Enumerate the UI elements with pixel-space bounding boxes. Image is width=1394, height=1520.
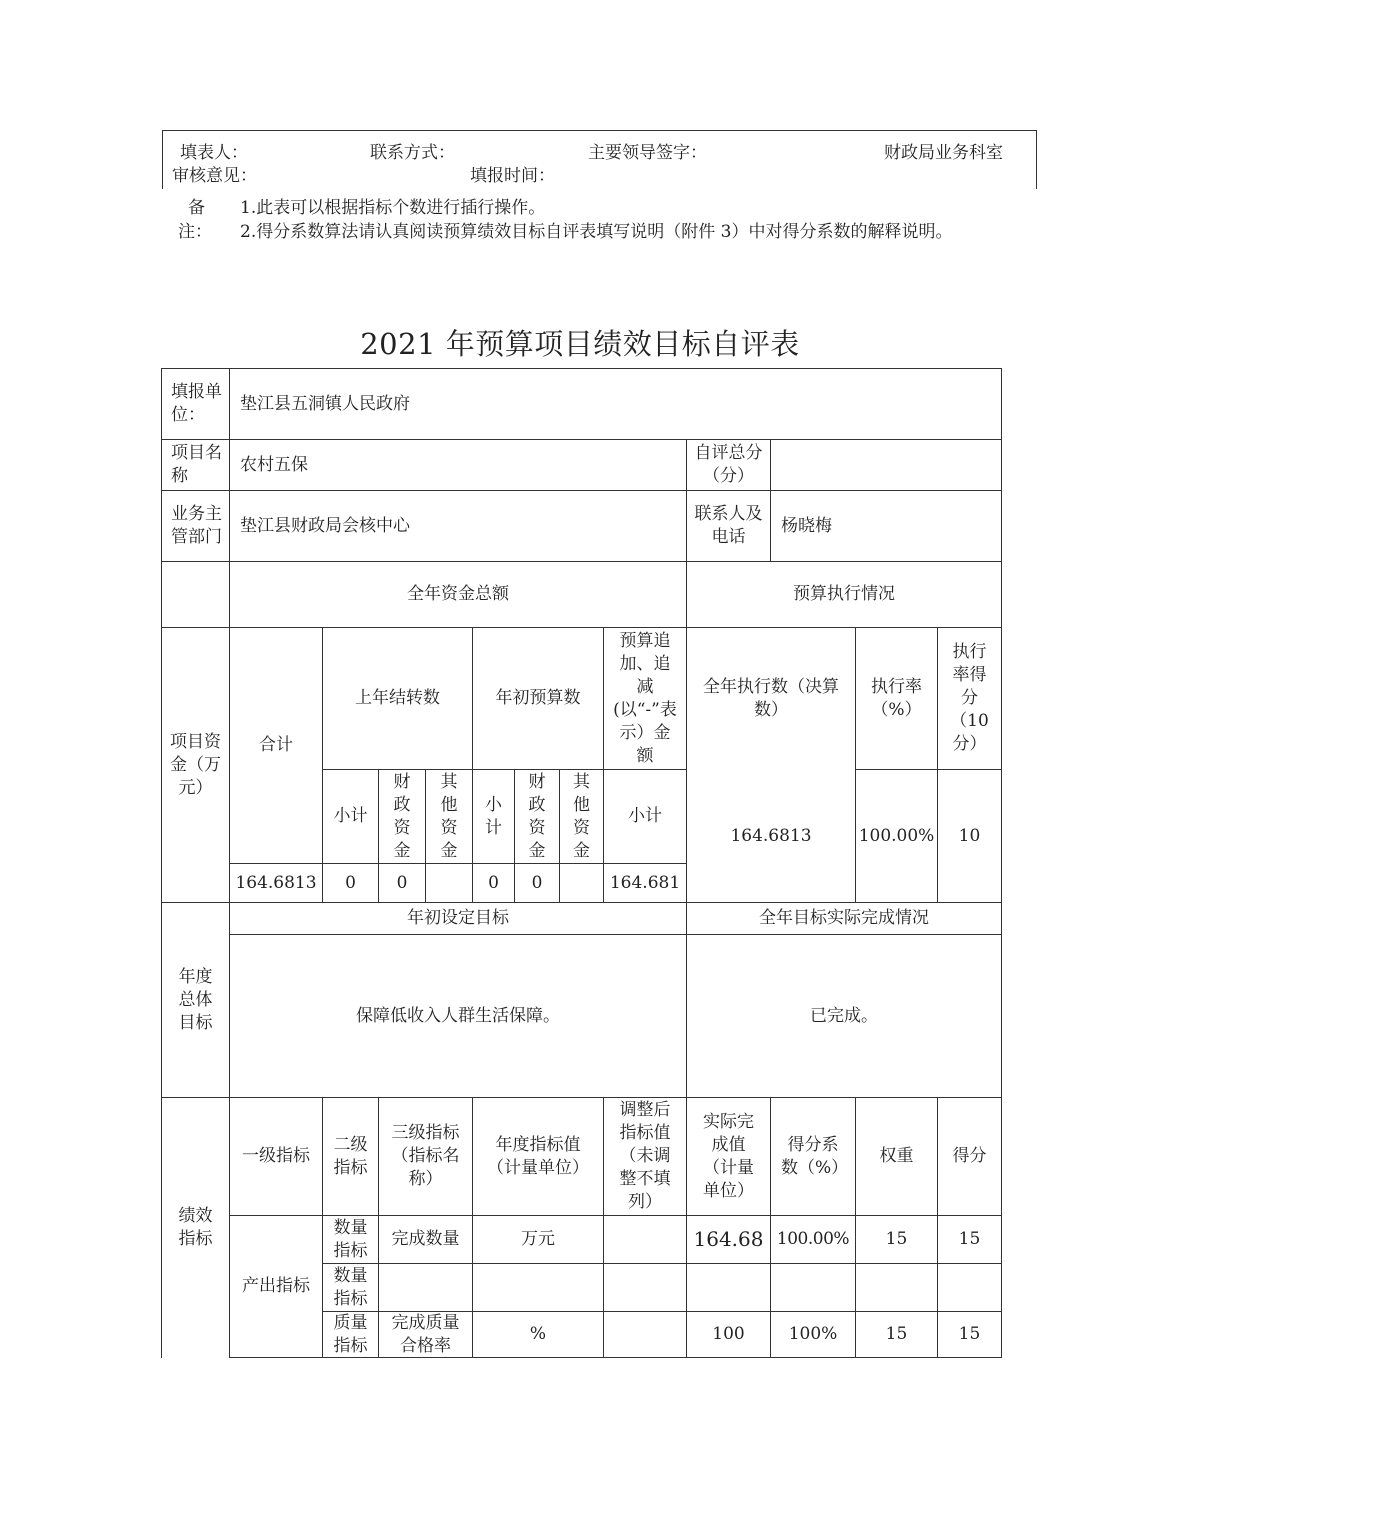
review-label: 审核意见： [172,166,257,186]
project-funds-label: 项目资金（万元） [170,731,221,798]
notes-label-1: 备 [188,198,205,218]
filler-label: 填表人： [180,143,248,163]
coef-header: 得分系数（%） [781,1134,849,1178]
init-subtotal-header: 小计 [485,794,502,838]
carry-subtotal-value: 0 [345,872,356,893]
score-total-label: 自评总分（分） [694,443,763,486]
indicator-row-3-actual: 100 [712,1324,745,1344]
adjust-subtotal-value: 164.681 [609,872,681,893]
annual-goal-label: 年度总体目标 [178,966,213,1033]
carry-subtotal-header: 小计 [333,806,368,826]
finance-dept-label: 财政局业务科室 [884,143,1003,163]
fill-time-label: 填报时间： [470,166,555,186]
indicator-row-2-level2: 数量指标 [333,1265,368,1309]
init-fiscal-header: 财政资金 [528,771,546,861]
level3-header: 三级指标（指标名称） [391,1123,460,1189]
indicator-row-1-annual: 万元 [521,1229,555,1249]
adjust-subtotal-header: 小计 [628,806,662,826]
page-title: 2021 年预算项目绩效目标自评表 [360,327,800,361]
contact-label: 联系方式： [370,143,455,163]
indicator-row-2-coef [771,1264,855,1311]
leader-sign-label: 主要领导签字： [588,143,707,163]
indicator-row-1-score: 15 [958,1229,981,1249]
note-line-1: 1.此表可以根据指标个数进行插行操作。 [240,198,546,218]
indicator-row-3-coef: 100% [788,1324,838,1344]
adjust-header: 预算追加、追减(以“-”表示）金额 [613,630,677,766]
level2-header: 二级指标 [333,1134,368,1178]
exec-rate-value: 100.00% [858,825,935,846]
indicator-row-2-level3 [379,1264,472,1311]
dept-value: 垫江县财政局会核中心 [240,515,410,536]
weight-header: 权重 [879,1146,914,1166]
init-fiscal-value: 0 [531,872,543,893]
unit-label: 填报单位： [171,382,222,425]
init-subtotal-value: 0 [488,872,499,893]
indicator-row-2-adjusted [604,1264,686,1311]
adjusted-header: 调整后指标值（未调整不填列） [619,1100,671,1212]
note-line-2: 2.得分系数算法请认真阅读预算绩效目标自评表填写说明（附件 3）中对得分系数的解释说明。 [240,222,953,242]
project-value: 农村五保 [240,454,308,475]
exec-amount-value: 164.6813 [730,825,812,846]
indicator-row-3-score: 15 [958,1324,981,1344]
contact-person-value: 杨晓梅 [781,515,832,536]
indicator-row-3-weight: 15 [885,1324,908,1344]
annual-value-header: 年度指标值（计量单位） [487,1134,589,1178]
indicator-row-1-actual: 164.68 [693,1227,764,1251]
exec-score-value: 10 [958,825,981,846]
contact-person-label: 联系人及电话 [694,504,763,547]
sum-header: 合计 [259,735,293,755]
exec-score-header: 执行率得分（10分） [950,642,989,754]
carry-fiscal-value: 0 [396,872,408,893]
indicator-row-3-adjusted [604,1312,686,1357]
indicator-row-2-annual [473,1264,603,1311]
carry-fiscal-header: 财政资金 [393,771,411,861]
init-other-header: 其他资金 [573,771,590,861]
exec-header: 预算执行情况 [793,584,895,604]
set-goal-value: 保障低收入人群生活保障。 [356,1005,560,1026]
indicator-row-2-weight [856,1264,937,1311]
score-header: 得分 [952,1146,987,1166]
carry-other-value [426,864,472,902]
initial-budget-header: 年初预算数 [495,688,581,708]
performance-indicators-label: 绩效指标 [178,1206,213,1249]
score-total-value[interactable] [771,440,1001,490]
indicator-row-2-score [938,1264,1001,1311]
indicator-row-1-level3: 完成数量 [391,1229,460,1249]
dept-label: 业务主管部门 [171,504,222,547]
exec-rate-header: 执行率（%） [871,676,922,720]
actual-goal-header: 全年目标实际完成情况 [759,908,929,928]
project-label: 项目名称 [171,443,222,486]
carry-over-header: 上年结转数 [355,688,440,708]
exec-amount-header: 全年执行数（决算数） [703,676,839,720]
init-other-value [560,864,603,902]
total-funds-header: 全年资金总额 [407,584,509,604]
indicator-row-3-level3: 完成质量合格率 [391,1312,460,1356]
indicator-row-2-actual [687,1264,770,1311]
indicator-row-3-level2: 质量指标 [333,1312,368,1356]
indicator-row-3-annual: % [529,1324,547,1344]
indicator-row-1-level2: 数量指标 [333,1217,368,1261]
indicator-row-1-coef: 100.00% [776,1229,850,1249]
notes-label-2: 注： [178,222,212,242]
unit-value: 垫江县五洞镇人民政府 [240,393,410,414]
actual-goal-value: 已完成。 [810,1005,878,1026]
set-goal-header: 年初设定目标 [407,908,509,928]
actual-header: 实际完成值（计量单位） [703,1111,754,1201]
carry-other-header: 其他资金 [440,771,458,861]
sum-value: 164.6813 [235,872,317,893]
level1-header: 一级指标 [242,1146,310,1166]
output-indicators-label: 产出指标 [242,1276,310,1296]
indicator-row-1-adjusted [604,1216,686,1263]
indicator-row-1-weight: 15 [885,1229,908,1249]
